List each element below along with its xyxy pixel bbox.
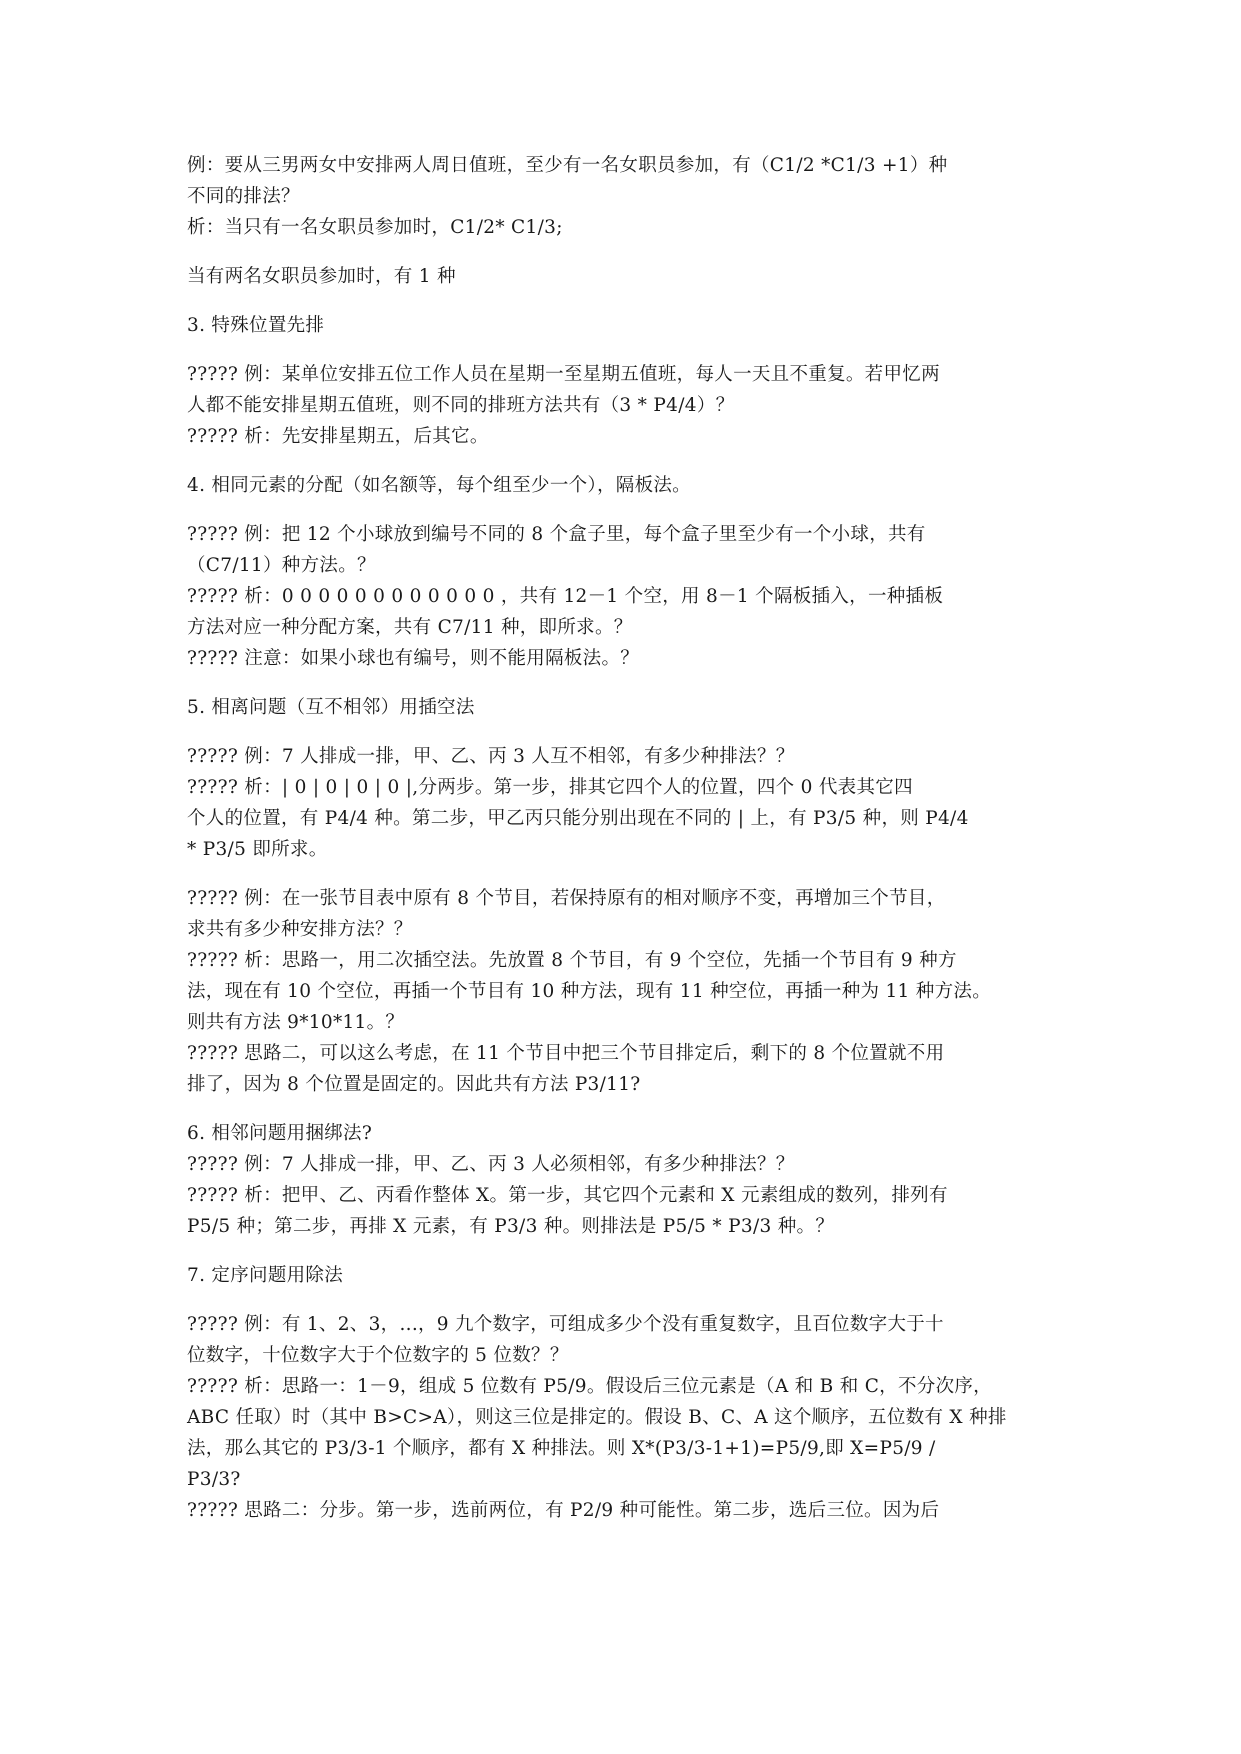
text-line: ????? 例：在一张节目表中原有 8 个节目，若保持原有的相对顺序不变，再增加三个节目， bbox=[187, 888, 946, 909]
text-line: 则共有方法 9*10*11。？ bbox=[187, 1012, 405, 1033]
paragraph-section-5b bbox=[187, 883, 1057, 1100]
text-line: 方法对应一种分配方案，共有 C7/11 种，即所求。？ bbox=[187, 617, 633, 638]
text-line: ????? 注意：如果小球也有编号，则不能用隔板法。？ bbox=[187, 648, 640, 669]
text-line: * P3/5 即所求。 bbox=[187, 839, 328, 860]
text-line: ????? 析：先安排星期五，后其它。 bbox=[187, 426, 489, 447]
text-line: ????? 例：7 人排成一排，甲、乙、丙 3 人必须相邻，有多少种排法？？ bbox=[187, 1154, 795, 1175]
text-line: 排了，因为 8 个位置是固定的。因此共有方法 P3/11? bbox=[187, 1074, 641, 1095]
section-heading: 5. 相离问题（互不相邻）用插空法 bbox=[187, 697, 475, 718]
text-line: 求共有多少种安排方法？？ bbox=[187, 919, 413, 940]
section-heading-7 bbox=[187, 1260, 1057, 1291]
paragraph-section-4 bbox=[187, 519, 1057, 674]
paragraph-section-6 bbox=[187, 1118, 1057, 1242]
section-heading: 3. 特殊位置先排 bbox=[187, 315, 325, 336]
text-line: 析：当只有一名女职员参加时，C1/2* C1/3; bbox=[187, 217, 563, 238]
text-line: ABC 任取）时（其中 B>C>A），则这三位是排定的。假设 B、C、A 这个顺序，五位数有 X 种排 bbox=[187, 1407, 1007, 1428]
text-line: ????? 析：| 0 | 0 | 0 | 0 |,分两步。第一步，排其它四个人的位置，四个 0 代表其它四 bbox=[187, 777, 913, 798]
section-heading-5 bbox=[187, 692, 1057, 723]
paragraph-two-women bbox=[187, 261, 1057, 292]
paragraph-section-3 bbox=[187, 359, 1057, 452]
paragraph-section-5a bbox=[187, 741, 1057, 865]
section-heading: 7. 定序问题用除法 bbox=[187, 1265, 344, 1286]
text-line: ????? 思路二：分步。第一步，选前两位，有 P2/9 种可能性。第二步，选后三位。因为后 bbox=[187, 1500, 940, 1521]
text-line: P3/3? bbox=[187, 1469, 241, 1490]
text-line: ????? 例：某单位安排五位工作人员在星期一至星期五值班，每人一天且不重复。若甲忆两 bbox=[187, 364, 940, 385]
text-line: 法，现在有 10 个空位，再插一个节目有 10 种方法，现有 11 种空位，再插一种为 11 种方法。 bbox=[187, 981, 992, 1002]
text-line: 位数字，十位数字大于个位数字的 5 位数？？ bbox=[187, 1345, 569, 1366]
text-line: 不同的排法？ bbox=[187, 186, 300, 207]
paragraph-section-7 bbox=[187, 1309, 1057, 1526]
section-heading-3 bbox=[187, 310, 1057, 341]
text-line: ????? 例：有 1、2、3，...，9 九个数字，可组成多少个没有重复数字，且百位数字大于十 bbox=[187, 1314, 944, 1335]
text-line: 法，那么其它的 P3/3-1 个顺序，都有 X 种排法。则 X*(P3/3-1+1)=P5/9,即 X=P5/9 / bbox=[187, 1438, 936, 1459]
text-line: ????? 思路二，可以这么考虑，在 11 个节目中把三个节目排定后，剩下的 8 个位置就不用 bbox=[187, 1043, 945, 1064]
text-line: 例：要从三男两女中安排两人周日值班，至少有一名女职员参加，有（C1/2 *C1/3 +1）种 bbox=[187, 155, 948, 176]
paragraph-example-intro bbox=[187, 150, 1057, 243]
text-line: ????? 析：把甲、乙、丙看作整体 X。第一步，其它四个元素和 X 元素组成的数列，排列有 bbox=[187, 1185, 948, 1206]
text-line: 个人的位置，有 P4/4 种。第二步，甲乙丙只能分别出现在不同的 | 上，有 P3/5 种，则 P4/4 bbox=[187, 808, 969, 829]
text-line: ????? 析：思路一，用二次插空法。先放置 8 个节目，有 9 个空位，先插一个节目有 9 种方 bbox=[187, 950, 957, 971]
text-line: （C7/11）种方法。？ bbox=[187, 555, 376, 576]
text-line: ????? 例：把 12 个小球放到编号不同的 8 个盒子里，每个盒子里至少有一个小球，共有 bbox=[187, 524, 926, 545]
text-line: P5/5 种；第二步，再排 X 元素，有 P3/3 种。则排法是 P5/5 * P3/3 种。？ bbox=[187, 1216, 835, 1237]
text-line: ????? 析：0 0 0 0 0 0 0 0 0 0 0 0 ，共有 12－1 个空，用 8－1 个隔板插入，一种插板 bbox=[187, 586, 944, 607]
text-line: ????? 例：7 人排成一排，甲、乙、丙 3 人互不相邻，有多少种排法？？ bbox=[187, 746, 795, 767]
document-page bbox=[187, 150, 1057, 1544]
section-heading-4 bbox=[187, 470, 1057, 501]
text-line: 人都不能安排星期五值班，则不同的排班方法共有（3 * P4/4）？ bbox=[187, 395, 735, 416]
section-heading: 6. 相邻问题用捆绑法? bbox=[187, 1123, 373, 1144]
text-line: 当有两名女职员参加时，有 1 种 bbox=[187, 266, 456, 287]
section-heading: 4. 相同元素的分配（如名额等，每个组至少一个），隔板法。 bbox=[187, 475, 691, 496]
text-line: ????? 析：思路一：1－9，组成 5 位数有 P5/9。假设后三位元素是（A 和 B 和 C，不分次序， bbox=[187, 1376, 992, 1397]
